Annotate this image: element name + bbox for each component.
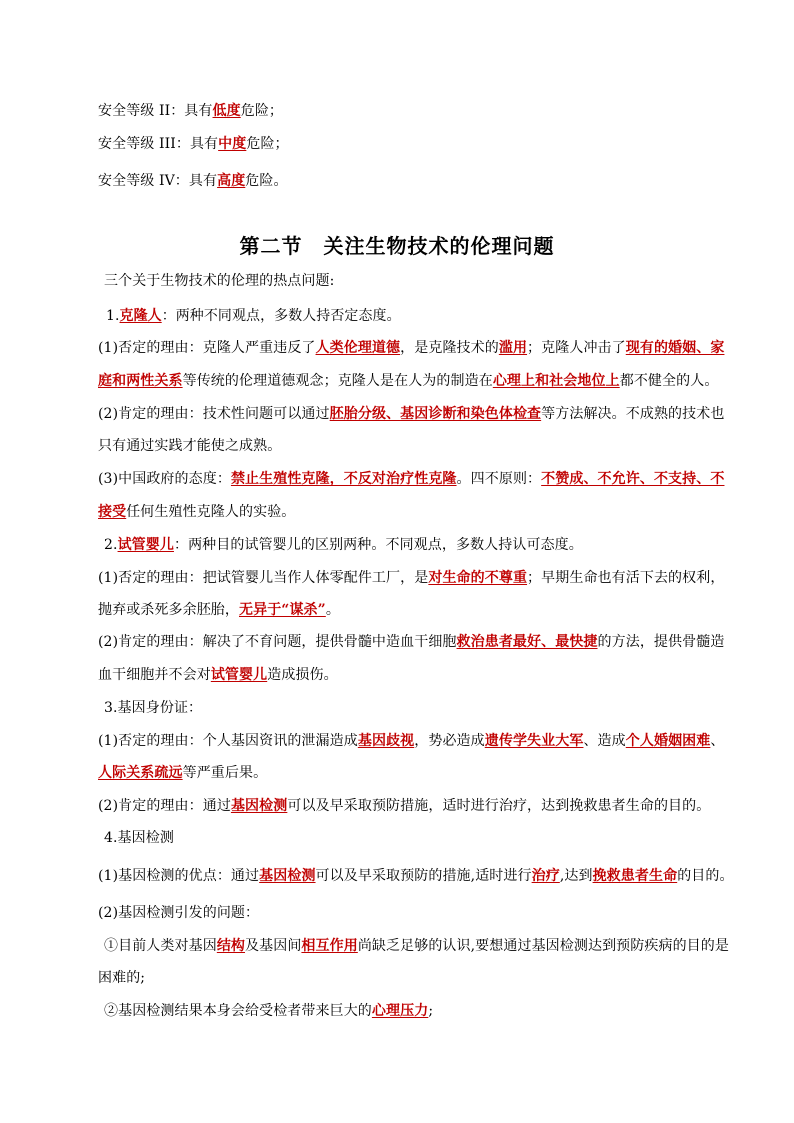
gene-test-issues-heading: (2)基因检测引发的问题：: [98, 905, 260, 921]
intro-text: 三个关于生物技术的伦理的热点问题:: [104, 273, 335, 289]
gene-test-issue2: ②基因检测结果本身会给受检者带来巨大的心理压力;: [104, 1003, 434, 1019]
gene-test-issue1-line1: ①目前人类对基因结构及基因间相互作用尚缺乏足够的认识,要想通过基因检测达到预防疾病的目的是: [104, 938, 729, 954]
ivf-positive-line2: 血干细胞并不会对试管婴儿造成损伤。: [98, 667, 338, 683]
gene-id-negative-line1: (1)否定的理由：个人基因资讯的泄漏造成基因歧视，势必造成遗传学失业大军、造成个人婚姻困难、: [98, 733, 725, 749]
safety-level-4: 安全等级 IV：具有高度危险。: [98, 173, 288, 189]
clone-government-line2: 接受任何生殖性克隆人的实验。: [98, 504, 296, 520]
gene-test-advantage: (1)基因检测的优点：通过基因检测可以及早采取预防的措施,适时进行治疗,达到挽救患者生命的目的。: [98, 868, 734, 884]
gene-id-negative-line2: 人际关系疏远等严重后果。: [98, 765, 268, 781]
clone-negative-line2: 庭和两性关系等传统的伦理道德观念；克隆人是在人为的制造在心理上和社会地位上都不健全的人。: [98, 373, 719, 389]
clone-positive-line1: (2)肯定的理由：技术性问题可以通过胚胎分级、基因诊断和染色体检查等方法解决。不成熟的技术也: [98, 406, 725, 422]
gene-test-issue1-line2: 困难的;: [98, 970, 146, 986]
gene-id-heading: 3.基因身份证：: [104, 700, 203, 716]
ivf-positive-line1: (2)肯定的理由：解决了不育问题，提供骨髓中造血干细胞救治患者最好、最快捷的方法，提供骨髓造: [98, 634, 725, 650]
ivf-negative-line2: 抛弃或杀死多余胚胎，无异于“谋杀”。: [98, 602, 340, 618]
ivf-negative-line1: (1)否定的理由：把试管婴儿当作人体零配件工厂，是对生命的不尊重；早期生命也有活下去的权利，: [98, 570, 725, 586]
gene-test-heading: 4.基因检测: [104, 830, 174, 846]
section-title: 第二节 关注生物技术的伦理问题: [239, 234, 555, 258]
ivf-heading: 2.试管婴儿：两种目的试管婴儿的区别两种。不同观点，多数人持认可态度。: [104, 537, 583, 553]
clone-heading: 1.克隆人：两种不同观点，多数人持否定态度。: [106, 308, 401, 324]
safety-level-3: 安全等级 III：具有中度危险；: [98, 136, 289, 152]
clone-government-line1: (3)中国政府的态度：禁止生殖性克隆，不反对治疗性克隆。四不原则：不赞成、不允许、不支持、不: [98, 471, 725, 487]
clone-negative-line1: (1)否定的理由：克隆人严重违反了人类伦理道德，是克隆技术的滥用；克隆人冲击了现有的婚姻、家: [98, 340, 725, 356]
safety-level-2: 安全等级 II：具有低度危险；: [98, 103, 284, 119]
gene-id-positive-line1: (2)肯定的理由：通过基因检测可以及早采取预防措施，适时进行治疗，达到挽救患者生命的目的。: [98, 798, 711, 814]
clone-positive-line2: 只有通过实践才能使之成熟。: [98, 438, 282, 454]
